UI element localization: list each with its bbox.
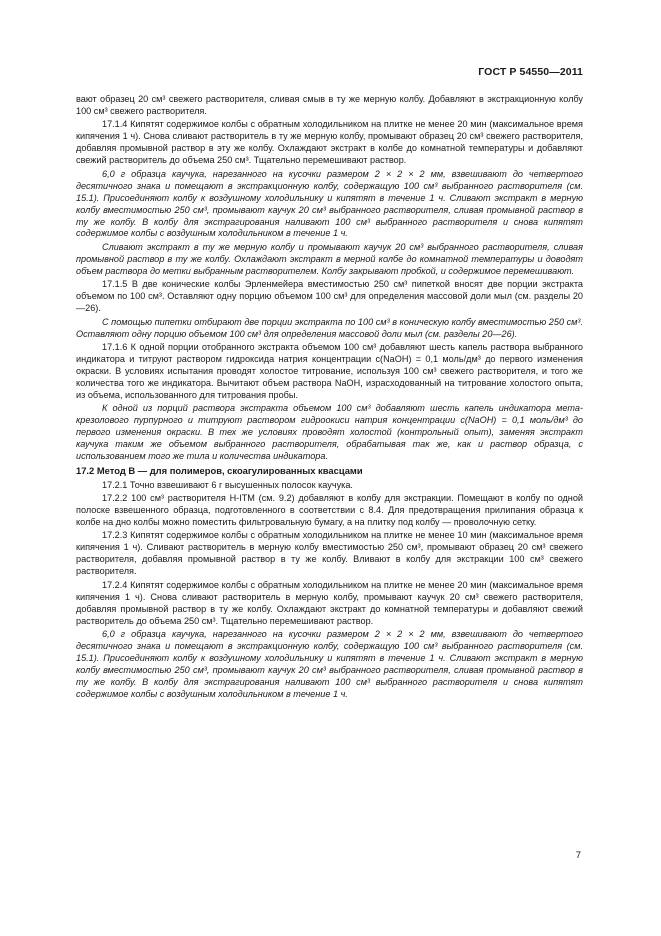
paragraph-17-2-3: 17.2.3 Кипятят содержимое колбы с обратным холодильником на плитке не менее 10 мин (максимальное время кипячения 1 ч). Сливают растворитель в мерную колбу вместимостью 250 см³, промывают образец 20 см³ свежего растворителя, добавляя промывной раствор в ту же колбу. Вливают в колбу для экстракции 100 см³ свежего растворителя. [76,530,583,577]
paragraph-italic-extract-drain: Сливают экстракт в ту же мерную колбу и промывают каучук 20 см³ выбранного растворителя, сливая промывной раствор в ту же колбу. Охлаждают экстракт в мерной колбе до комнатной температуры и доводят объем раствора до метки выбранным растворителем. Колбу закрывают пробкой, и содержимое перемешивают. [76,241,583,276]
paragraph-italic-pipette: С помощью пипетки отбирают две порции экстракта по 100 см³ в коническую колбу вместимостью 250 см³. Оставляют одну порцию объемом 100 см³ для определения массовой доли мыл (см. разделы 20—26). [76,316,583,339]
paragraph-italic-sample-prep: 6,0 г образца каучука, нарезанного на кусочки размером 2 × 2 × 2 мм, взвешивают до четвертого десятичного знака и помещают в экстракционную колбу, содержащую 100 см³ выбранного растворителя (см. 15.1). Присоединяют колбу к воздушному холодильнику и кипятят в течение 1 ч. Сливают экстракт в мерную колбу вместимостью 250 см³, промывают каучук 20 см³ выбранного растворителя, сливая промывной раствор в ту же колбу. В колбу для экстрагирования наливают 100 см³ выбранного растворителя и снова кипятят содержимое колбы с воздушным холодильником в течение 1 ч. [76,168,583,239]
paragraph-17-2-1: 17.2.1 Точно взвешивают 6 г высушенных полосок каучука. [102,479,353,490]
page-number: 7 [575,850,581,861]
section-heading-17-2: 17.2 Метод В — для полимеров, скоагулированных квасцами [76,464,363,476]
paragraph-continuation: вают образец 20 см³ свежего растворителя, сливая смыв в ту же мерную колбу. Добавляют в экстракционную колбу 100 см³ свежего растворителя. [76,94,583,116]
paragraph-17-1-5: 17.1.5 В две конические колбы Эрленмейера вместимостью 250 см³ пипеткой вносят две порции экстракта объемом по 100 см³. Оставляют одну порцию объемом 100 см³ для определения массовой доли мыл (см. разделы 20—26). [76,279,583,314]
paragraph-17-1-6: 17.1.6 К одной порции отобранного экстракта объемом 100 см³ добавляют шесть капель раствора выбранного индикатора и титруют раствором гидроксида натрия концентрации c(NaOH) = 0,1 моль/дм³ до первого изменения окраски. В условиях испытания проводят холостое титрование, используя 100 см³ свежего растворителя, и того же количества того же индикатора. Вычитают объем раствора NaOH, израсходованный на титрование холостого опыта, из объема, использованного для титрования пробы. [76,342,583,400]
page-content [76,94,583,701]
paragraph-italic-titration: К одной из порций раствора экстракта объемом 100 см³ добавляют шесть капель индикатора мета-крезолового пурпурного и титруют раствором гидроокиси натрия концентрации c(NaOH) = 0,1 моль/дм³ до первого изменения окраски. В тех же условиях проводят холостой (контрольный опыт), заменяя экстракт каучука таким же объемом выбранного растворителя, обрабатывая так же, как и раствор образца, с использованием того же тила и количества индикатора. [76,403,583,462]
paragraph-17-1-4: 17.1.4 Кипятят содержимое колбы с обратным холодильником на плитке не менее 20 мин (максимальное время кипячения 1 ч). Снова сливают растворитель в ту же мерную колбу, промывают образец 20 см³ свежего растворителя, добавляя промывной раствор в эту же колбу. Охлаждают экстракт в колбе до комнатной температуры и добавляют свежий растворитель до объема 250 см³. Тщательно перемешивают раствор. [76,119,583,166]
paragraph-italic-sample-prep-2: 6,0 г образца каучука, нарезанного на кусочки размером 2 × 2 × 2 мм, взвешивают до четвертого десятичного знака и помещают в экстракционную колбу, содержащую 100 см³ выбранного растворителя (см. 15.1). Присоединяют колбу к воздушному холодильнику и кипятят в течение 1 ч. Сливают экстракт в мерную колбу вместимостью 250 см³, промывают каучук 20 см³ выбранного растворителя, сливая промывной раствор в ту же колбу. В колбу для экстрагирования наливают 100 см³ выбранного растворителя и снова кипятят содержимое колбы с воздушным холодильником в течение 1 ч. [76,628,583,699]
paragraph-17-2-4: 17.2.4 Кипятят содержимое колбы с обратным холодильником на плитке не менее 20 мин (максимальное время кипячения 1 ч). Снова сливают растворитель в мерную колбу, промывают каучук 20 см³ свежего растворителя, добавляя промывной раствор в ту же колбу. Охлаждают экстракт до комнатной температуры и добавляют свежий растворитель до объема 250 см³. Тщательно перемешивают раствор. [76,579,583,626]
document-code: ГОСТ Р 54550—2011 [478,66,583,78]
paragraph-17-2-2: 17.2.2 100 см³ растворителя Н-ITM (см. 9.2) добавляют в колбу для экстракции. Помещают в колбу по одной полоске взвешенного образца, подготовленного в соответствии с 8.4. Для предотвращения прилипания образца к колбе на дно колбы можно поместить фильтровальную бумагу, а на плитку под колбу — проволочную сетку. [76,493,583,527]
